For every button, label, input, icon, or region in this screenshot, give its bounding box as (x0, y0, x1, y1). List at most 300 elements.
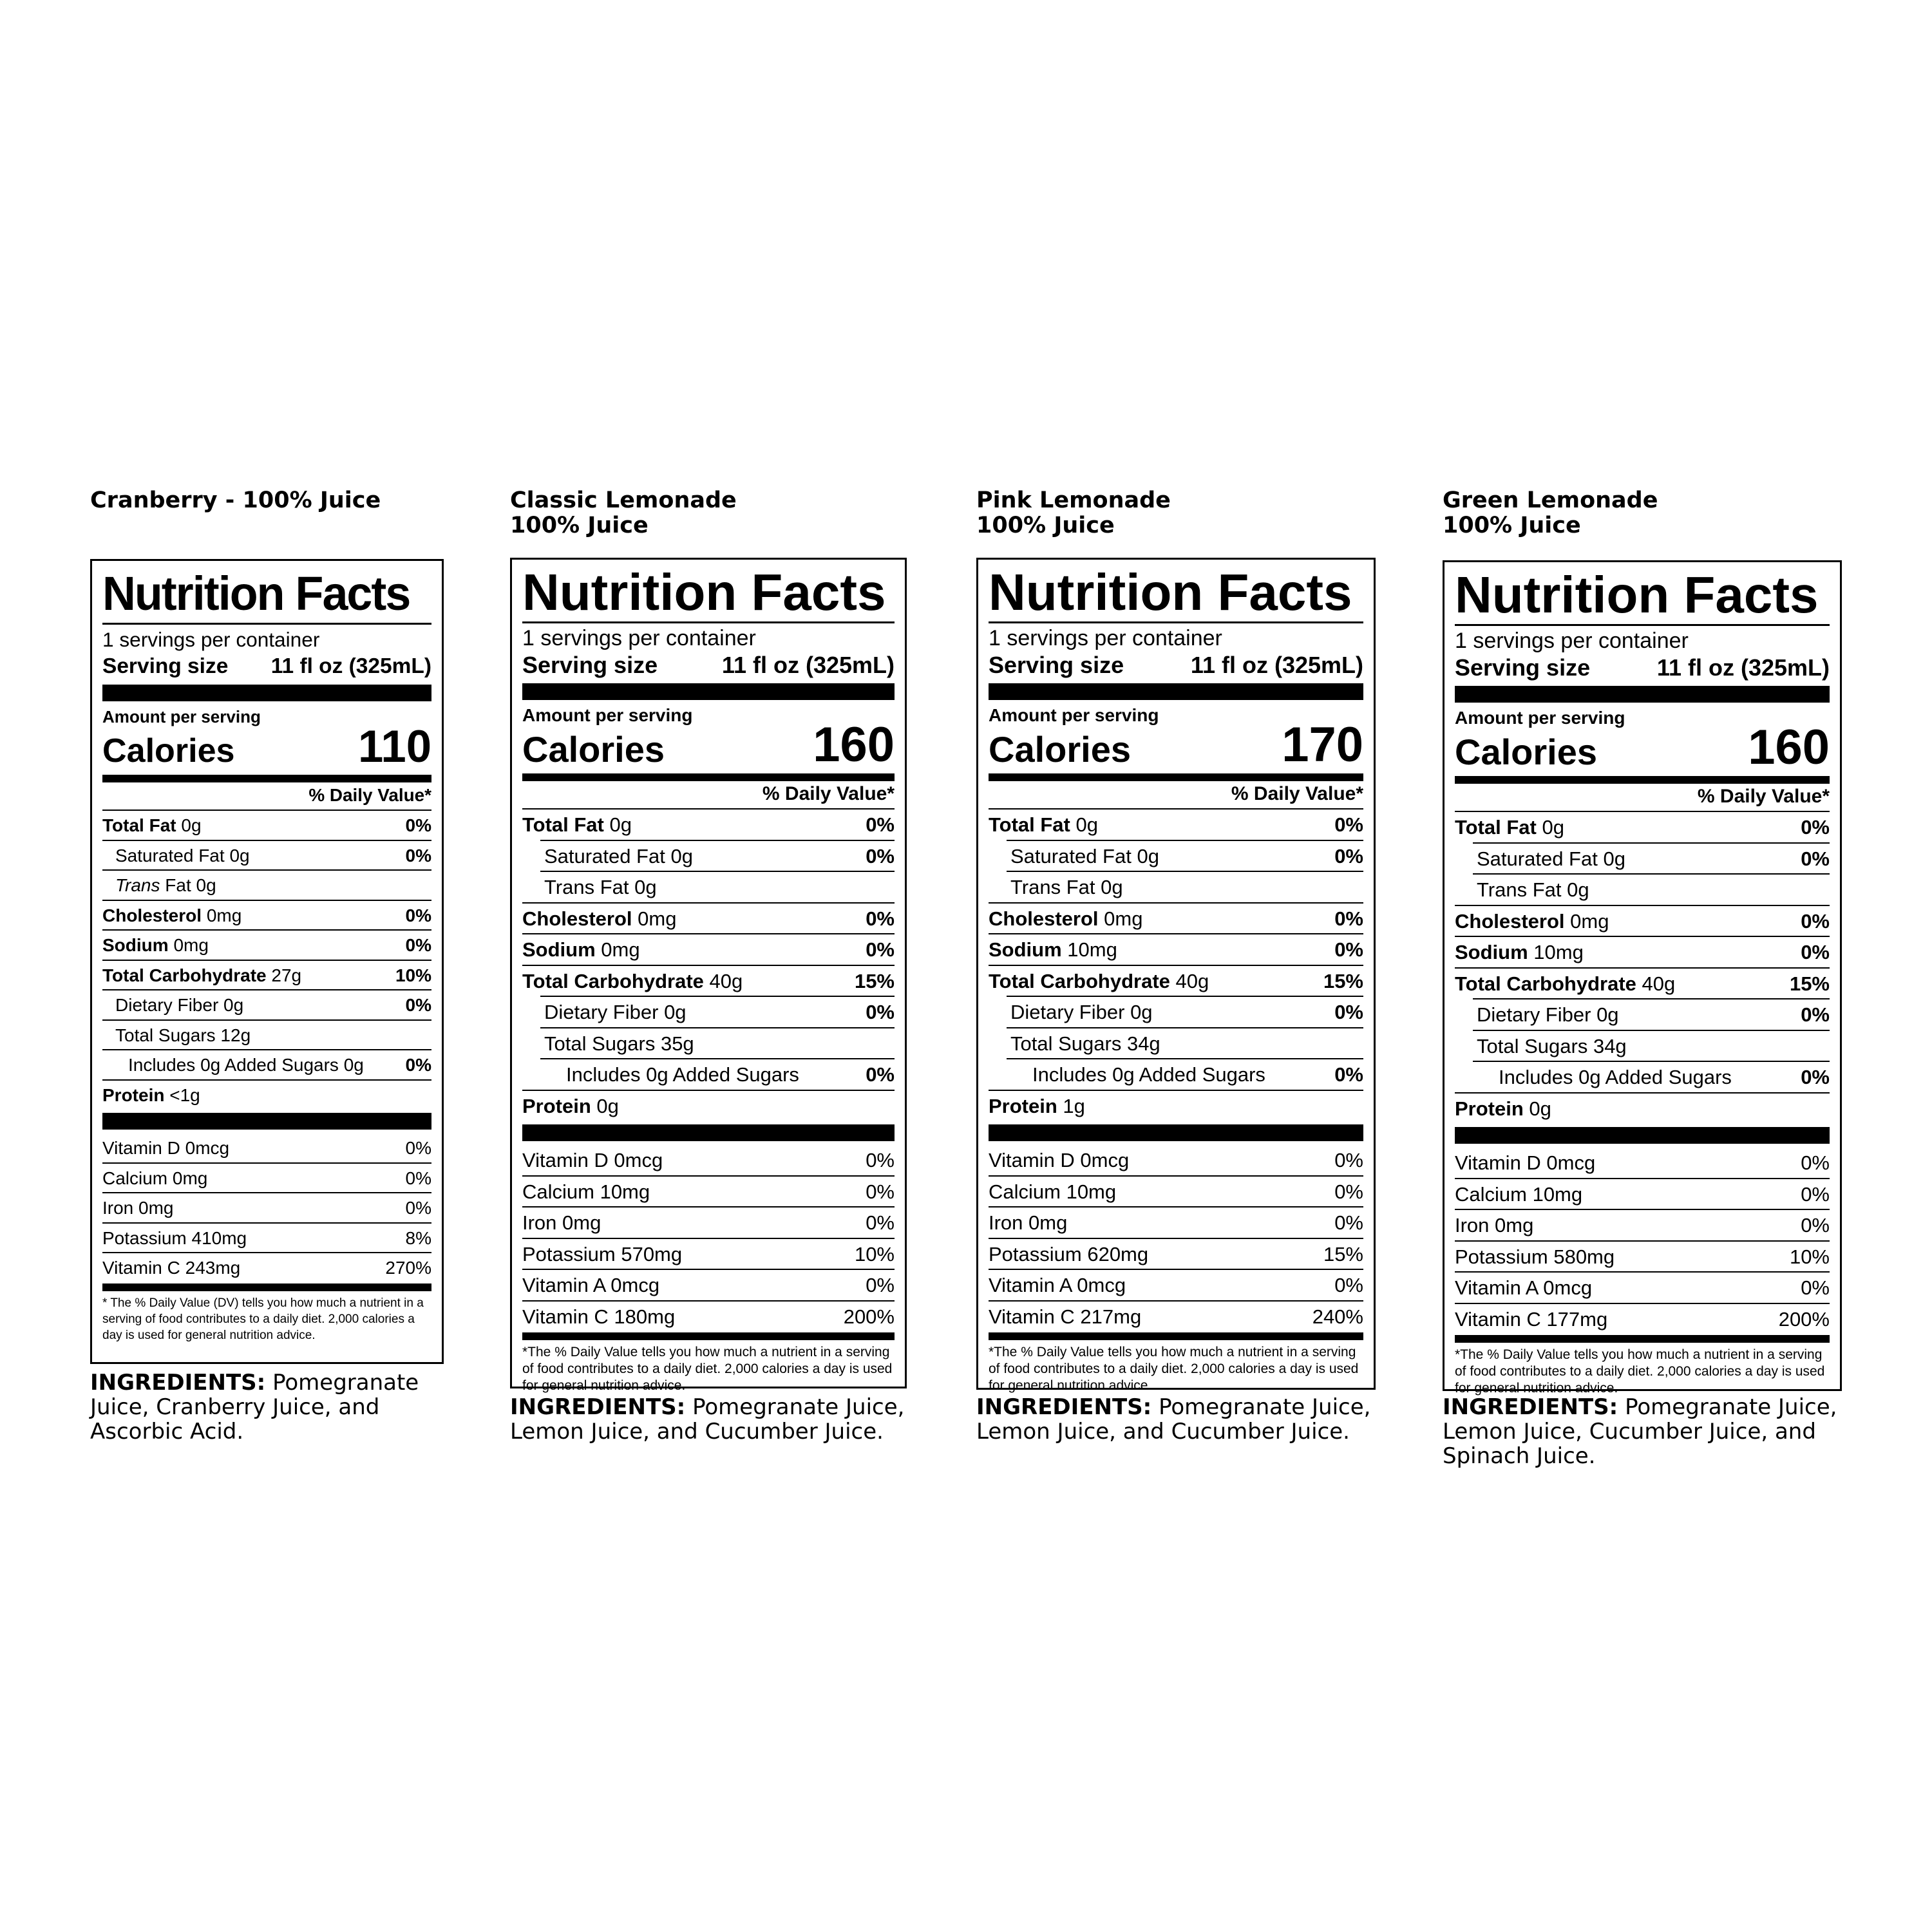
nutrient-label (1477, 848, 1625, 871)
nutrient-label (989, 938, 1117, 961)
nutrient-amount: 1g (1063, 1094, 1085, 1117)
nutrient-label (1499, 1066, 1732, 1089)
rule-medium (522, 1332, 895, 1340)
vitamin-text: Calcium 10mg (989, 1180, 1117, 1203)
rule-row (522, 1238, 895, 1239)
servings-per-container: 1 servings per container (522, 626, 756, 650)
nutrient-amount: 0g (1137, 844, 1159, 867)
serving-size-label: Serving size (522, 652, 658, 678)
nutrient-name: Total Sugars (115, 1025, 216, 1045)
footnote: *The % Daily Value tells you how much a nutrient in a serving of food contributes to a daily diet. 2,000 calories a day is used for general nutrition advice. (1455, 1347, 1825, 1396)
nutrient-label (1455, 1097, 1551, 1121)
nutrient-daily-value: 0% (866, 1001, 895, 1024)
nutrient-row (1010, 998, 1363, 1027)
nutrient-daily-value: 0% (1334, 813, 1363, 837)
nutrient-daily-value: 0% (866, 813, 895, 837)
rule-row (1455, 1178, 1830, 1179)
nutrient-row (115, 842, 431, 870)
serving-size-label: Serving size (989, 652, 1124, 678)
rule-row (989, 1206, 1363, 1208)
ingredients-label: INGREDIENTS: (1443, 1394, 1618, 1420)
vitamin-text: Vitamin D 0mcg (102, 1138, 230, 1159)
nutrient-daily-value: 0% (405, 815, 431, 836)
nutrient-row (544, 1030, 895, 1059)
rule-row (1007, 871, 1363, 872)
nutrient-label (544, 876, 657, 899)
calories-value: 160 (1748, 720, 1830, 775)
label-content (522, 560, 895, 1393)
nutrient-row (102, 902, 431, 930)
vitamin-text: Potassium 580mg (1455, 1245, 1615, 1268)
calories-value: 110 (357, 721, 431, 772)
vitamin-row (522, 1303, 895, 1332)
nutrient-daily-value: 0% (405, 1055, 431, 1075)
serving-size-row (522, 651, 895, 679)
rule-row (989, 933, 1363, 934)
nutrient-amount: 0g (229, 845, 250, 866)
nutrient-row (989, 936, 1363, 965)
nutrient-amount: 0g (1130, 1001, 1153, 1024)
rule-row (1007, 840, 1363, 841)
rule-row (1473, 1030, 1830, 1031)
rule-medium (1455, 1335, 1830, 1343)
vitamin-row (522, 1209, 895, 1238)
nutrient-name: Includes 0g Added Sugars (1499, 1066, 1732, 1089)
nutrient-row (989, 811, 1363, 840)
nutrient-row (1477, 876, 1830, 905)
vitamin-row (1455, 1149, 1830, 1178)
nutrient-amount: <1g (169, 1084, 200, 1105)
label-content (102, 561, 431, 1362)
nutrient-amount: 0g (1603, 847, 1625, 870)
ingredients-label: INGREDIENTS: (90, 1370, 266, 1396)
nutrient-name: Protein (102, 1084, 165, 1105)
nutrient-row (1010, 1030, 1363, 1059)
rule-row (1473, 998, 1830, 999)
vitamin-row (522, 1271, 895, 1300)
rule-row (1455, 967, 1830, 969)
calories-label: Calories (102, 732, 235, 770)
vitamin-text: Vitamin D 0mcg (989, 1149, 1130, 1172)
nutrient-amount: 40g (709, 969, 743, 992)
product-title (510, 488, 737, 538)
nutrient-label (566, 1063, 799, 1086)
rule-row (102, 929, 431, 931)
vitamin-row (102, 1195, 431, 1222)
nutrient-name: Saturated Fat (544, 844, 665, 867)
rule-thick (989, 683, 1363, 700)
nutrient-name: Sodium (102, 935, 169, 956)
vitamin-text: Vitamin A 0mcg (522, 1274, 660, 1297)
calories-row (522, 719, 895, 771)
calories-row (989, 719, 1363, 771)
nutrient-amount: 0g (670, 844, 693, 867)
rule-thick (522, 683, 895, 700)
rule-row (102, 840, 431, 841)
nutrient-name: Trans Fat (544, 876, 629, 899)
footnote: *The % Daily Value tells you how much a nutrient in a serving of food contributes to a daily diet. 2,000 calories a day is used for general nutrition advice. (522, 1345, 893, 1393)
nutrient-name: Trans Fat (1010, 876, 1095, 899)
rule-row (102, 1252, 431, 1253)
vitamin-daily-value: 200% (843, 1305, 895, 1328)
nutrient-daily-value: 0% (866, 1063, 895, 1086)
nutrient-row (102, 932, 431, 960)
rule-row (540, 996, 895, 997)
nutrient-name: Dietary Fiber (544, 1001, 659, 1024)
nutrient-amount: 0mg (173, 935, 209, 956)
vitamin-row (522, 1240, 895, 1269)
rule-medium (1455, 776, 1830, 784)
calories-row (102, 721, 431, 772)
vitamin-text: Vitamin A 0mcg (1455, 1276, 1593, 1300)
vitamin-row (102, 1165, 431, 1193)
nutrient-row (522, 905, 895, 934)
rule-row (540, 1027, 895, 1028)
rule-medium (102, 1283, 431, 1291)
nutrient-daily-value: 0% (405, 995, 431, 1016)
footnote: * The % Daily Value (DV) tells you how much a nutrient in a serving of food contributes to a daily diet. 2,000 calories a day is used for general nutrition advice. (102, 1296, 424, 1342)
product-title-line: Pink Lemonade (976, 488, 1171, 513)
nutrient-label (115, 1025, 251, 1046)
rule-medium (989, 1332, 1363, 1340)
nutrient-amount: 0mg (1104, 907, 1143, 930)
nutrient-name: Sodium (989, 938, 1062, 961)
product-title-line: Cranberry - 100% Juice (90, 488, 381, 513)
daily-value-header: % Daily Value* (762, 783, 895, 804)
rule-thin (1455, 624, 1830, 626)
serving-size-value: 11 fl oz (325mL) (1656, 654, 1830, 681)
vitamin-text: Iron 0mg (102, 1198, 174, 1218)
rule-row (102, 900, 431, 901)
rule-row (1007, 1027, 1363, 1028)
nutrient-daily-value: 0% (1334, 844, 1363, 867)
nutrient-row (522, 1092, 895, 1121)
nutrient-amount: 12g (220, 1025, 251, 1045)
nutrient-row (1455, 938, 1830, 967)
vitamin-text: Vitamin C 177mg (1455, 1307, 1608, 1331)
nutrient-daily-value: 0% (1801, 1003, 1830, 1027)
rule-medium (522, 773, 895, 781)
nutrient-row (1455, 1095, 1830, 1124)
nutrition-facts-label (90, 559, 444, 1364)
vitamin-text: Vitamin D 0mcg (1455, 1151, 1596, 1175)
nutrient-label (989, 970, 1209, 993)
ingredients-text: Pomegranate Juice, Cranberry Juice, and Ascorbic Acid. (90, 1370, 419, 1444)
nutrition-facts-label (1443, 560, 1842, 1396)
vitamin-row (1455, 1180, 1830, 1209)
rule-thick (1455, 686, 1830, 703)
nutrient-daily-value: 0% (1801, 1066, 1830, 1089)
nutrient-row (115, 1022, 431, 1050)
nutrient-name: Saturated Fat (115, 845, 225, 866)
nutrient-daily-value: 0% (1334, 1063, 1363, 1086)
rule-row (102, 960, 431, 961)
rule-row (1473, 873, 1830, 875)
rule-row (1455, 1271, 1830, 1273)
vitamin-text: Iron 0mg (1455, 1214, 1534, 1237)
nutrient-name: Total Carbohydrate (522, 969, 704, 992)
servings-per-container: 1 servings per container (989, 626, 1222, 650)
vitamin-daily-value: 8% (405, 1227, 431, 1248)
nutrient-label (544, 1001, 687, 1024)
nutrient-row (128, 1052, 431, 1079)
nutrient-amount: 34g (1126, 1032, 1160, 1055)
nutrient-label (544, 845, 693, 868)
nutrient-row (566, 1061, 895, 1090)
label-content (989, 560, 1363, 1393)
nutrient-row (989, 905, 1363, 934)
nutrient-name: Cholesterol (522, 907, 632, 930)
ingredients-text: Pomegranate Juice, Lemon Juice, and Cucumber Juice. (510, 1394, 905, 1444)
nutrient-daily-value: 0% (1801, 816, 1830, 839)
rule-row (522, 808, 895, 810)
vitamin-row (989, 1178, 1363, 1207)
nutrient-name: Total Sugars (1477, 1034, 1588, 1057)
calories-value: 160 (813, 717, 895, 772)
nutrient-name: Trans (115, 875, 160, 896)
nutrient-daily-value: 15% (854, 969, 895, 992)
nutrient-label (128, 1055, 364, 1075)
calories-row (1455, 722, 1830, 773)
vitamin-text: Vitamin C 217mg (989, 1305, 1142, 1328)
calories-label: Calories (1455, 732, 1597, 772)
rule-row (102, 1192, 431, 1193)
vitamin-daily-value: 10% (1789, 1245, 1830, 1268)
rule-row (102, 810, 431, 811)
nutrient-name: Total Fat (522, 813, 604, 837)
rule-row (1007, 996, 1363, 997)
nutrient-name: Dietary Fiber (1010, 1001, 1125, 1024)
product-title-line: Green Lemonade (1443, 488, 1658, 513)
nutrient-label (1010, 876, 1123, 899)
ingredients-label: INGREDIENTS: (510, 1394, 686, 1420)
nutrient-name: Total Fat (989, 813, 1070, 837)
amount-per-serving: Amount per serving (989, 705, 1159, 725)
vitamin-daily-value: 0% (405, 1198, 431, 1218)
rule-row (102, 1079, 431, 1081)
nutrient-row (115, 872, 431, 900)
nutrient-amount: 27g (271, 965, 302, 985)
nutrient-amount: 0g (1596, 1003, 1619, 1027)
vitamin-row (102, 1225, 431, 1253)
nutrient-row (544, 842, 895, 871)
vitamin-daily-value: 0% (1334, 1274, 1363, 1297)
nutrient-amount: 0g (1101, 876, 1123, 899)
footnote: *The % Daily Value tells you how much a nutrient in a serving of food contributes to a daily diet. 2,000 calories a day is used for general nutrition advice. (989, 1345, 1359, 1393)
nutrient-row (1455, 907, 1830, 936)
amount-per-serving: Amount per serving (522, 705, 693, 725)
nutrient-name: Total Carbohydrate (1455, 972, 1636, 995)
nutrient-label (115, 846, 250, 866)
vitamin-text: Potassium 620mg (989, 1242, 1149, 1265)
nutrient-row (522, 936, 895, 965)
nutrient-label (522, 813, 632, 837)
servings-per-container: 1 servings per container (102, 628, 320, 651)
nutrient-amount: 0g (1529, 1097, 1551, 1120)
nutrient-name: Saturated Fat (1477, 847, 1598, 870)
nutrient-daily-value: 0% (866, 844, 895, 867)
nutrient-label (1455, 816, 1564, 839)
ingredients (90, 1370, 477, 1444)
nutrient-name: Protein (522, 1094, 591, 1117)
vitamin-daily-value: 0% (1334, 1180, 1363, 1203)
vitamin-row (522, 1146, 895, 1175)
calories-value: 170 (1282, 717, 1363, 772)
ingredients (1443, 1395, 1855, 1468)
vitamin-daily-value: 200% (1778, 1307, 1830, 1331)
product-title (90, 488, 381, 513)
vitamin-daily-value: 0% (866, 1149, 895, 1172)
rule-row (1473, 1061, 1830, 1062)
nutrient-row (102, 962, 431, 990)
nutrient-label (989, 813, 1098, 837)
nutrient-amount: 0g (1542, 816, 1564, 839)
nutrition-facts-heading: Nutrition Facts (102, 567, 410, 620)
nutrient-label (102, 815, 202, 836)
nutrient-daily-value: 0% (405, 845, 431, 866)
product-title-line: 100% Juice (510, 513, 649, 538)
vitamin-row (989, 1146, 1363, 1175)
vitamin-daily-value: 0% (1801, 1182, 1830, 1206)
nutrient-amount: 0mg (601, 938, 640, 961)
rule-row (1455, 936, 1830, 937)
nutrient-row (989, 967, 1363, 996)
nutrient-label (522, 907, 676, 931)
rule-medium (989, 773, 1363, 781)
nutrient-amount: 0g (343, 1055, 364, 1075)
vitamin-text: Potassium 570mg (522, 1242, 683, 1265)
nutrient-amount: 0g (223, 995, 244, 1016)
ingredients (976, 1395, 1388, 1444)
rule-row (989, 1300, 1363, 1302)
nutrition-facts-heading: Nutrition Facts (522, 564, 886, 621)
rule-row (989, 1238, 1363, 1239)
nutrient-label (1010, 845, 1159, 868)
vitamin-row (102, 1135, 431, 1162)
rule-row (540, 1058, 895, 1059)
vitamin-text: Iron 0mg (522, 1211, 601, 1235)
nutrient-label (102, 965, 301, 986)
serving-size-row (102, 652, 431, 681)
nutrient-daily-value: 15% (1323, 969, 1363, 992)
serving-size-value: 11 fl oz (325mL) (1190, 652, 1363, 678)
nutrient-amount: 0mg (206, 905, 242, 925)
rule-row (522, 1269, 895, 1270)
rule-row (989, 965, 1363, 966)
nutrient-amount: 0mg (1570, 909, 1609, 933)
nutrient-amount: 0g (634, 876, 657, 899)
vitamin-row (1455, 1211, 1830, 1240)
rule-row (1455, 1240, 1830, 1242)
nutrient-amount: 0g (664, 1001, 687, 1024)
nutrient-row (115, 992, 431, 1019)
vitamin-row (989, 1209, 1363, 1238)
vitamin-row (522, 1178, 895, 1207)
nutrient-amount: 10mg (1533, 941, 1584, 964)
nutrient-row (1455, 813, 1830, 842)
nutrient-amount: Fat 0g (165, 875, 216, 896)
nutrient-row (1477, 1032, 1830, 1061)
vitamin-text: Iron 0mg (989, 1211, 1068, 1235)
serving-size-value: 11 fl oz (325mL) (721, 652, 895, 678)
nutrient-name: Total Fat (1455, 816, 1537, 839)
nutrient-label (544, 1032, 694, 1056)
nutrient-amount: 0g (181, 815, 202, 836)
nutrient-row (102, 1082, 431, 1110)
vitamin-row (102, 1255, 431, 1282)
rule-thin (522, 621, 895, 623)
nutrient-name: Total Fat (102, 815, 176, 836)
product-title-line: 100% Juice (976, 513, 1115, 538)
vitamin-daily-value: 0% (1801, 1214, 1830, 1237)
nutrient-row (1455, 970, 1830, 999)
rule-row (522, 1175, 895, 1177)
nutrient-row (544, 998, 895, 1027)
nutrient-amount: 35g (660, 1032, 694, 1055)
nutrient-label (522, 938, 640, 961)
nutrient-name: Includes 0g Added Sugars (566, 1063, 799, 1086)
rule-row (522, 933, 895, 934)
nutrient-name: Total Carbohydrate (989, 969, 1170, 992)
nutrient-label (522, 970, 743, 993)
rule-row (102, 1019, 431, 1021)
nutrient-daily-value: 0% (405, 905, 431, 925)
rule-row (1007, 1058, 1363, 1059)
ingredients (510, 1395, 922, 1444)
rule-row (522, 1206, 895, 1208)
vitamin-daily-value: 0% (1334, 1211, 1363, 1235)
nutrient-daily-value: 0% (866, 938, 895, 961)
rule-thick (102, 1113, 431, 1130)
nutrient-row (522, 967, 895, 996)
nutrient-row (522, 811, 895, 840)
rule-row (1455, 905, 1830, 906)
rule-thin (989, 621, 1363, 623)
rule-thick (1455, 1127, 1830, 1144)
rule-row (522, 1090, 895, 1091)
nutrient-name: Total Sugars (1010, 1032, 1122, 1055)
nutrient-amount: 0g (609, 813, 632, 837)
vitamin-row (989, 1271, 1363, 1300)
label-content (1455, 562, 1830, 1396)
product-title (976, 488, 1171, 538)
nutrient-daily-value: 0% (1334, 907, 1363, 930)
nutrient-name: Saturated Fat (1010, 844, 1132, 867)
nutrient-row (1499, 1063, 1830, 1092)
ingredients-text: Pomegranate Juice, Lemon Juice, and Cucumber Juice. (976, 1394, 1371, 1444)
rule-thick (102, 685, 431, 701)
nutrient-label (989, 1095, 1085, 1118)
nutrient-row (1032, 1061, 1363, 1090)
nutrient-label (1477, 1035, 1627, 1058)
nutrient-label (1010, 1001, 1153, 1024)
nutrient-label (102, 935, 209, 956)
nutrition-facts-label (976, 558, 1376, 1393)
vitamin-daily-value: 0% (1801, 1151, 1830, 1175)
nutrient-row (102, 812, 431, 840)
nutrient-row (1477, 1001, 1830, 1030)
amount-per-serving: Amount per serving (102, 707, 261, 726)
nutrient-row (1010, 842, 1363, 871)
nutrient-name: Protein (1455, 1097, 1524, 1120)
nutrient-name: Total Sugars (544, 1032, 656, 1055)
nutrient-name: Dietary Fiber (1477, 1003, 1591, 1027)
nutrition-facts-label (510, 558, 907, 1393)
daily-value-header: % Daily Value* (308, 785, 431, 805)
vitamin-daily-value: 240% (1312, 1305, 1363, 1328)
rule-row (989, 1175, 1363, 1177)
ingredients-text: Pomegranate Juice, Lemon Juice, Cucumber Juice, and Spinach Juice. (1443, 1394, 1837, 1469)
